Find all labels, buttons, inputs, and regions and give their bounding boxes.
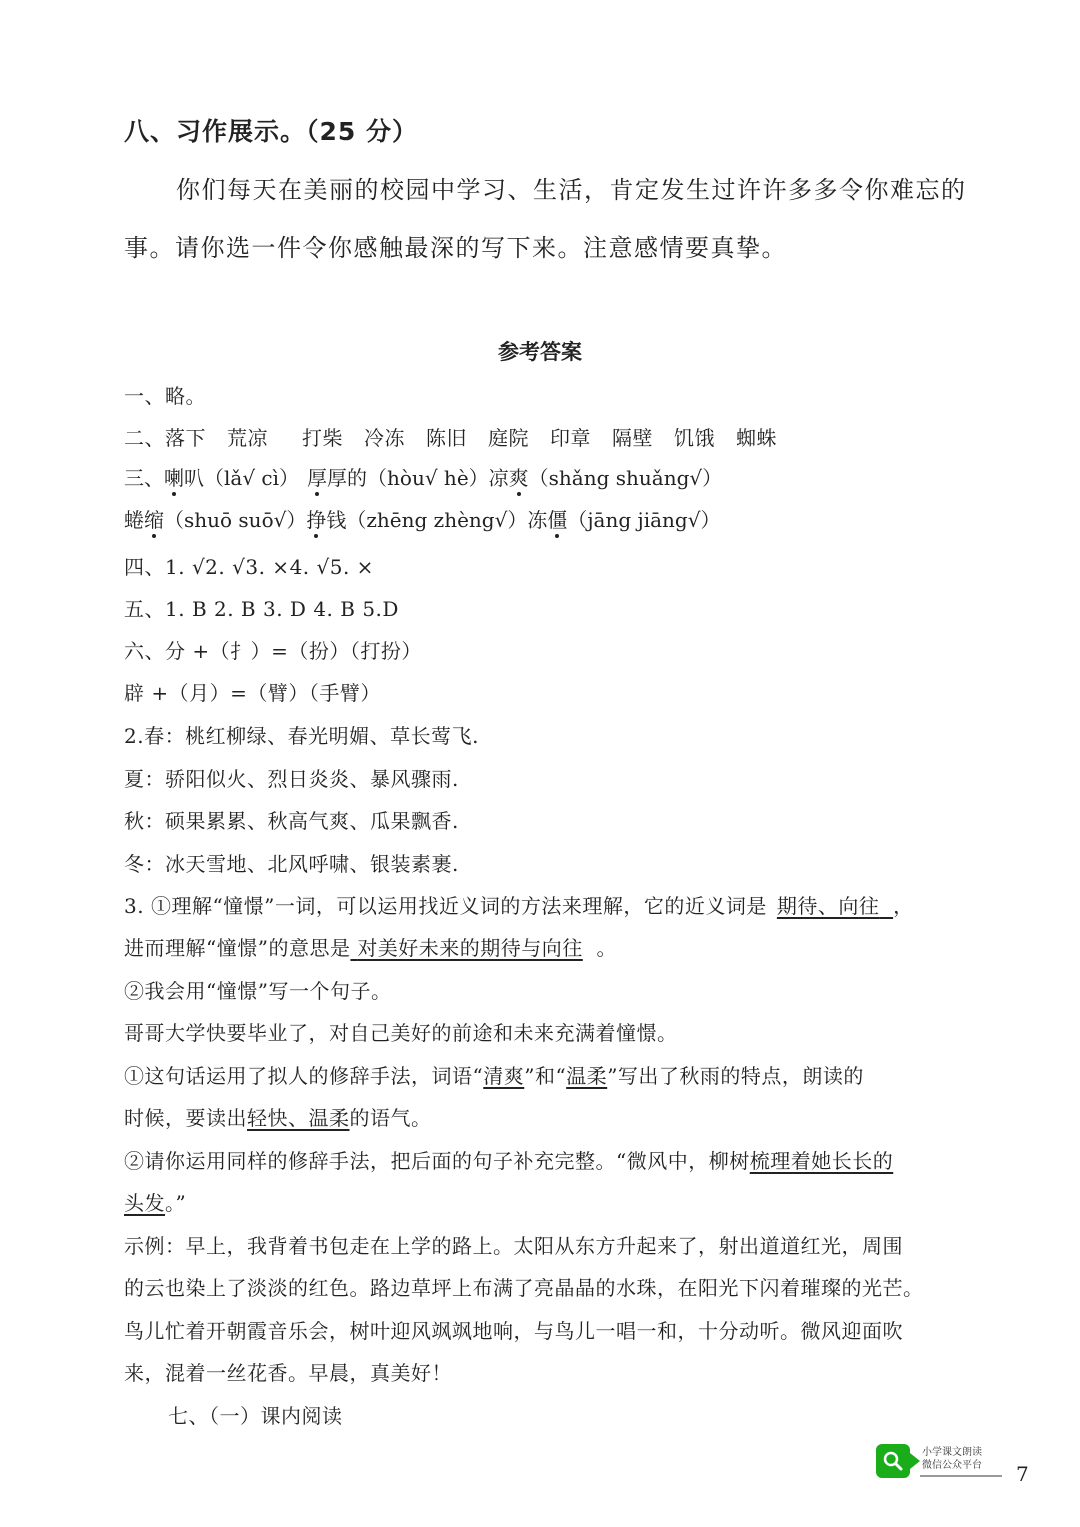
q2-word: 落下 <box>165 426 206 450</box>
prompt-line-1: 你们每天在美丽的校园中学习、生活，肯定发生过许许多多令你难忘的 <box>176 176 967 204</box>
q2-word: 打柴 <box>302 426 343 450</box>
q2-word: 陈旧 <box>426 426 467 450</box>
q2-word: 冷冻 <box>364 426 405 450</box>
answer-q2: 二、落下 荒凉 打柴 冷冻 陈旧 庭院 印章 隔壁 饥饿 蜘蛛 <box>124 426 777 450</box>
answer-q3-sentence: 哥哥大学快要毕业了，对自己美好的前途和未来充满着憧憬。 <box>124 1021 678 1045</box>
answer-rhetoric-1: ①这句话运用了拟人的修辞手法，词语“清爽”和“温柔”写出了秋雨的特点，朗读的 <box>124 1064 864 1088</box>
example-line-4: 来，混着一丝花香。早晨，真美好！ <box>124 1361 452 1385</box>
answer-q1: 一、略。 <box>124 384 206 408</box>
q2-word: 蜘蛛 <box>736 426 777 450</box>
example-line-2: 的云也染上了淡淡的红色。路边草坪上布满了亮晶晶的水珠，在阳光下闪着璀璨的光芒。 <box>124 1276 924 1300</box>
example-line-1: 示例：早上，我背着书包走在上学的路上。太阳从东方升起来了，射出道道红光，周围 <box>124 1234 903 1258</box>
logo-badge <box>876 1444 910 1478</box>
answer-rhetoric-2: 时候，要读出轻快、温柔的语气。 <box>124 1106 432 1130</box>
answer-q6-line1: 六、分 +（扌）=（扮）（打扮） <box>124 639 422 663</box>
answer-q6-line2: 辟 +（月）=（臂）（手臂） <box>124 681 381 705</box>
wechat-logo <box>876 1444 1002 1478</box>
answer-q5: 五、1. B 2. B 3. D 4. B 5.D <box>124 597 399 621</box>
answer-spring: 2.春：桃红柳绿、春光明媚、草长莺飞. <box>124 724 479 748</box>
page-number: 7 <box>1016 1462 1029 1486</box>
section-title: 八、习作展示。（25 分） <box>124 117 418 146</box>
answer-q7: 七、（一）课内阅读 <box>168 1404 343 1428</box>
answers-title: 参考答案 <box>498 340 582 364</box>
answer-q3-line2: 蜷缩（shuō suō√）挣钱（zhēng zhèng√）冻僵（jāng jiāng√） <box>124 508 721 532</box>
answer-q4: 四、1. √2. √3. ×4. √5. × <box>124 555 374 579</box>
answer-rhetoric-4: 头发。” <box>124 1191 187 1215</box>
q2-word: 隔壁 <box>612 426 653 450</box>
answer-q3-sentence-prompt: ②我会用“憧憬”写一个句子。 <box>124 979 392 1003</box>
prompt-line-2: 事。请你选一件令你感触最深的写下来。注意感情要真挚。 <box>124 234 787 262</box>
answer-q3-line1: 三、喇叭（lǎ√ cì） 厚厚的（hòu√ hè）凉爽（shǎng shuǎng√） <box>124 466 723 490</box>
answer-q3-meaning: 进而理解“憧憬”的意思是 对美好未来的期待与向往 。 <box>124 936 618 960</box>
q2-word: 饥饿 <box>674 426 715 450</box>
logo-text: 小学课文朗读 微信公众平台 <box>922 1447 982 1471</box>
q2-word: 印章 <box>550 426 591 450</box>
answer-rhetoric-3: ②请你运用同样的修辞手法，把后面的句子补充完整。“微风中，柳树梳理着她长长的 <box>124 1149 894 1173</box>
q2-word: 荒凉 <box>227 426 268 450</box>
answer-q3-understand: 3. ①理解“憧憬”一词，可以运用找近义词的方法来理解，它的近义词是 期待、向往 ， <box>124 894 914 918</box>
search-icon <box>876 1444 910 1478</box>
logo-underline <box>920 1475 1002 1477</box>
example-line-3: 鸟儿忙着开朝霞音乐会，树叶迎风飒飒地响，与鸟儿一唱一和，十分动听。微风迎面吹 <box>124 1319 903 1343</box>
q2-word: 庭院 <box>488 426 529 450</box>
answer-winter: 冬：冰天雪地、北风呼啸、银装素裹. <box>124 852 459 876</box>
answer-summer: 夏：骄阳似火、烈日炎炎、暴风骤雨. <box>124 767 459 791</box>
answer-autumn: 秋：硕果累累、秋高气爽、瓜果飘香. <box>124 809 459 833</box>
